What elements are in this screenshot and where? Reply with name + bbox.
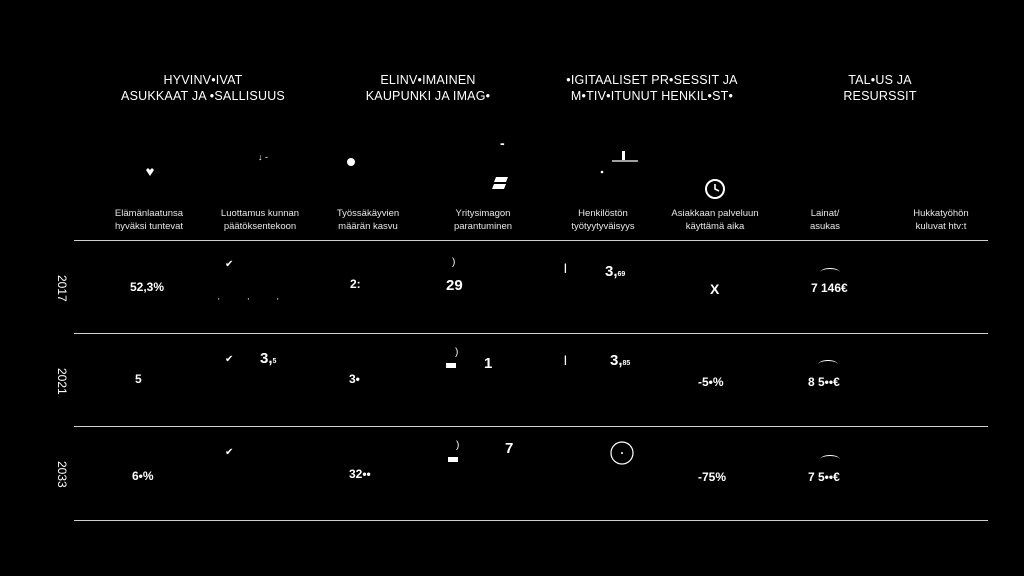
metric-asiakasaika	[655, 207, 775, 233]
category-line: RESURSSIT	[843, 89, 917, 103]
dots-icon: '''	[218, 297, 307, 306]
metric-hukkatyo	[881, 207, 1001, 233]
bar-icon: |	[564, 355, 567, 366]
arrow-icon: ↓ -	[258, 152, 268, 162]
category-line: ELINV•IMAINEN	[380, 73, 476, 87]
person-icon	[346, 157, 356, 167]
dash-icon: -	[500, 135, 505, 151]
value-2017-lainat: 7 146€	[811, 281, 848, 295]
metric-line: Työssäkäyvien	[336, 208, 400, 219]
category-talous	[770, 72, 990, 104]
value-2021-luottamus	[260, 350, 276, 367]
divider	[74, 333, 988, 334]
category-elinvoimainen	[318, 72, 538, 104]
value-2033-yritysimago: 7	[505, 440, 514, 457]
value-2021-tyossakayvat: 3•	[349, 372, 360, 386]
clock-icon	[704, 178, 726, 200]
metric-line: Asiakkaan palveluun	[671, 208, 759, 219]
metric-line: asukas	[809, 221, 841, 232]
year-2017: 2017	[55, 275, 69, 302]
chart-icon	[598, 148, 640, 174]
paren-icon: )	[452, 257, 456, 268]
metric-line: määrän kasvu	[338, 221, 398, 232]
value-2021-yritysimago: 1	[484, 355, 493, 372]
metric-line: Luottamus kunnan	[220, 208, 300, 219]
coin-icon	[820, 455, 840, 464]
divider	[74, 426, 988, 427]
metric-elamanlaatu	[89, 207, 209, 233]
category-line: ASUKKAAT JA •SALLISUUS	[121, 89, 285, 103]
value-2021-lainat: 8 5••€	[808, 375, 840, 389]
target-icon	[609, 440, 635, 466]
metric-yritysimago	[423, 207, 543, 233]
metric-line: parantuminen	[453, 221, 513, 232]
value-main: 3,	[260, 350, 273, 367]
bar-icon: |	[564, 263, 567, 274]
metric-line: Hukkatyöhön	[913, 208, 969, 219]
value-2017-elamanlaatu: 52,3%	[130, 280, 165, 294]
heart-icon	[144, 166, 156, 178]
metric-line: hyväksi tuntevat	[114, 221, 184, 232]
coin-icon	[818, 360, 838, 369]
divider	[74, 520, 988, 521]
value-2021-asiakasaika: -5•%	[698, 375, 724, 389]
value-2017-yritysimago: 29	[446, 277, 463, 294]
metric-tyossakayvat	[308, 207, 428, 233]
metric-line: päätöksentekoon	[223, 221, 297, 232]
divider	[74, 240, 988, 241]
year-2021: 2021	[55, 368, 69, 395]
value-2033-tyossakayvat: 32••	[349, 467, 371, 481]
year-2033: 2033	[55, 461, 69, 488]
check-icon: ✔	[225, 259, 234, 270]
flag-icon	[446, 363, 456, 368]
metric-tyotyytyvaisyys	[543, 207, 663, 233]
value-2017-tyotyytyvaisyys	[605, 263, 625, 280]
value-2021-elamanlaatu: 5	[135, 372, 142, 386]
metric-line: työtyytyväisyys	[571, 221, 635, 232]
metric-lainat	[765, 207, 885, 233]
value-2017-asiakasaika: X	[710, 281, 720, 297]
category-line: M•TIV•ITUNUT HENKIL•ST•	[570, 89, 734, 103]
paren-icon: )	[455, 347, 459, 358]
paren-icon: )	[456, 440, 460, 451]
category-line: TAL•US JA	[848, 73, 912, 87]
value-main: 3,	[605, 263, 618, 280]
value-sub: 85	[622, 360, 631, 367]
value-sub: 5	[272, 358, 277, 365]
category-line: KAUPUNKI JA IMAG•	[365, 89, 491, 103]
metric-line: käyttämä aika	[685, 221, 745, 232]
value-sub: 69	[617, 271, 626, 278]
flag-icon	[490, 175, 510, 195]
category-line: HYVINV•IVAT	[163, 73, 243, 87]
value-2033-asiakasaika: -75%	[698, 470, 727, 484]
value-2017-tyossakayvat: 2:	[350, 277, 361, 291]
value-main: 3,	[610, 352, 623, 369]
value-2021-tyotyytyvaisyys	[610, 352, 630, 369]
category-digitaaliset	[542, 72, 762, 104]
check-icon: ✔	[225, 447, 234, 458]
metric-line: Henkilöstön	[578, 208, 628, 219]
value-2033-lainat: 7 5••€	[808, 470, 840, 484]
flag-icon	[448, 457, 458, 462]
category-hyvinvoivat	[93, 72, 313, 104]
metric-luottamus	[200, 207, 320, 233]
value-2033-elamanlaatu: 6•%	[132, 469, 154, 483]
category-line: •IGITAALISET PR•SESSIT JA	[566, 73, 738, 87]
coin-icon	[820, 268, 840, 277]
metric-line: kuluvat htv:t	[915, 221, 967, 232]
metric-line: Elämänlaatunsa	[114, 208, 184, 219]
metric-line: Yritysimagon	[455, 208, 511, 219]
check-icon: ✔	[225, 354, 234, 365]
metric-line: Lainat/	[810, 208, 840, 219]
